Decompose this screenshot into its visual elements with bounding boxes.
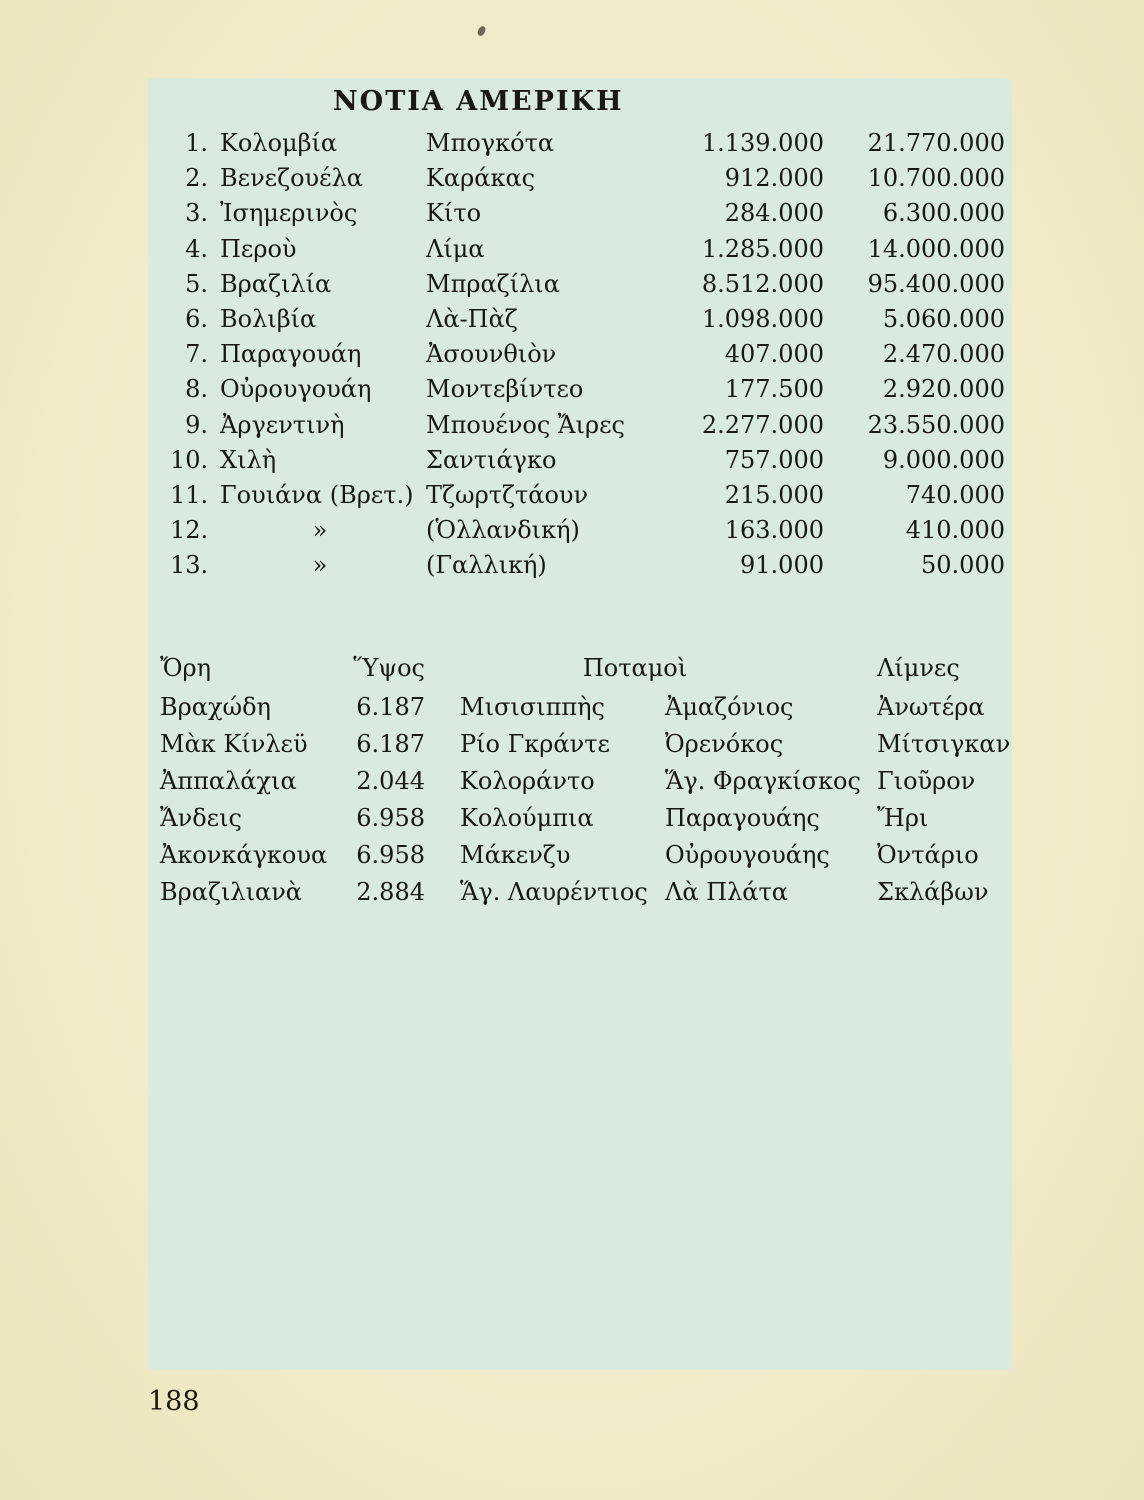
table-row — [160, 874, 1005, 911]
country-name: Κολομβία — [220, 129, 338, 157]
river-name: Ρίο Γκράντε — [460, 730, 610, 758]
lake-name: Ὀντάριο — [877, 841, 979, 869]
capital-population: 1.098.000 — [701, 304, 824, 333]
mountain-name: Βραχώδη — [160, 693, 271, 721]
table-row — [160, 763, 1005, 800]
country-population: 5.060.000 — [882, 304, 1005, 333]
river-name: Ἅγ. Λαυρέντιος — [460, 878, 648, 906]
row-number: 11. — [170, 480, 209, 509]
row-number: 5. — [185, 269, 208, 298]
capital-name: Τζωρτζτάουν — [426, 480, 589, 509]
lake-name: Ἤρι — [877, 804, 929, 832]
capital-name: (Γαλλική) — [426, 551, 547, 580]
capital-population: 1.139.000 — [701, 129, 824, 157]
page-number: 188 — [148, 1386, 200, 1417]
mountain-name: Βραζιλιανὰ — [160, 878, 302, 906]
table-row — [160, 689, 1005, 726]
page-title: ΝΟΤΙΑ ΑΜΕΡΙΚΗ — [333, 86, 624, 117]
capital-population: 912.000 — [724, 164, 824, 193]
country-name: Χιλὴ — [220, 445, 277, 474]
mountain-name: Ἀππαλάχια — [160, 767, 297, 795]
river-name: Ὀρενόκος — [665, 730, 784, 758]
geo-table-header — [160, 650, 1005, 687]
row-number: 10. — [170, 445, 209, 474]
table-row — [170, 548, 1005, 583]
capital-name: Λὰ-Πὰζ — [426, 304, 518, 333]
capital-name: Μοντεβίντεο — [426, 375, 584, 404]
row-number: 3. — [185, 199, 208, 228]
country-population: 2.920.000 — [882, 375, 1005, 404]
mountain-height: 6.187 — [356, 693, 425, 721]
geo-table-rows — [160, 689, 1011, 911]
table-row — [170, 126, 1005, 161]
countries-table — [170, 126, 1005, 583]
geo-table — [160, 650, 1011, 911]
row-number: 8. — [185, 375, 208, 404]
mountain-name: Ἄνδεις — [160, 804, 242, 832]
header-mountains: Ὄρη — [160, 654, 211, 682]
capital-population: 177.500 — [724, 375, 824, 404]
row-number: 1. — [185, 129, 208, 157]
header-height: Ὕψος — [353, 654, 425, 682]
mountain-name: Ἀκονκάγκουα — [160, 841, 328, 869]
table-row — [170, 267, 1005, 302]
country-name: Ἀργεντινὴ — [220, 410, 345, 439]
country-population: 410.000 — [905, 516, 1005, 545]
country-population: 23.550.000 — [867, 410, 1005, 439]
country-name: » — [312, 516, 328, 545]
country-population: 95.400.000 — [867, 269, 1005, 298]
table-row — [170, 513, 1005, 548]
capital-name: Καράκας — [426, 164, 536, 193]
row-number: 12. — [170, 516, 209, 545]
table-row — [170, 196, 1005, 231]
row-number: 9. — [185, 410, 208, 439]
country-name: Περοὺ — [220, 234, 297, 263]
mountain-height: 6.187 — [356, 730, 425, 758]
capital-population: 757.000 — [724, 445, 824, 474]
mountain-height: 6.958 — [356, 841, 425, 869]
river-name: Παραγουάης — [665, 804, 820, 832]
table-row — [170, 337, 1005, 372]
capital-population: 8.512.000 — [701, 269, 824, 298]
capital-population: 2.277.000 — [701, 410, 824, 439]
row-number: 4. — [185, 234, 208, 263]
country-population: 6.300.000 — [882, 199, 1005, 228]
ink-speck — [477, 25, 487, 37]
country-name: Ἰσημερινὸς — [220, 199, 358, 228]
mountain-height: 6.958 — [356, 804, 425, 832]
mountain-height: 2.884 — [356, 878, 425, 906]
header-lakes: Λίμνες — [877, 654, 960, 682]
lake-name: Γιοῦρον — [877, 767, 976, 795]
country-name: Οὐρουγουάη — [220, 375, 372, 404]
country-population: 21.770.000 — [867, 129, 1005, 157]
capital-name: Μπουένος Ἄιρες — [426, 410, 625, 439]
table-row — [160, 837, 1005, 874]
river-name: Κολούμπια — [460, 804, 594, 832]
row-number: 13. — [170, 551, 209, 580]
lake-name: Σκλάβων — [877, 878, 989, 906]
capital-name: Ἀσουνθιὸν — [426, 340, 557, 369]
river-name: Μισισιππὴς — [460, 693, 605, 721]
table-row — [170, 408, 1005, 443]
header-rivers: Ποταμοὶ — [582, 654, 688, 682]
mountain-height: 2.044 — [356, 767, 425, 795]
capital-name: Λίμα — [426, 234, 485, 263]
capital-population: 215.000 — [724, 480, 824, 509]
mountain-name: Μὰκ Κίνλεϋ — [160, 730, 308, 758]
country-population: 10.700.000 — [867, 164, 1005, 193]
country-population: 740.000 — [905, 480, 1005, 509]
capital-name: Μπογκότα — [426, 129, 555, 157]
table-row — [170, 161, 1005, 196]
country-population: 14.000.000 — [867, 234, 1005, 263]
table-row — [160, 726, 1011, 763]
country-name: » — [312, 551, 328, 580]
river-name: Κολοράντο — [460, 767, 595, 795]
capital-population: 407.000 — [724, 340, 824, 369]
table-row — [170, 372, 1005, 407]
table-row — [160, 800, 1005, 837]
capital-population: 1.285.000 — [701, 234, 824, 263]
capital-population: 284.000 — [724, 199, 824, 228]
capital-population: 163.000 — [724, 516, 824, 545]
country-population: 9.000.000 — [882, 445, 1005, 474]
river-name: Ἀμαζόνιος — [665, 693, 794, 721]
capital-name: Μπραζίλια — [426, 269, 560, 298]
table-row — [170, 232, 1005, 267]
capital-name: (Ὁλλανδική) — [426, 516, 580, 545]
country-name: Βενεζουέλα — [220, 164, 363, 193]
river-name: Ἅγ. Φραγκίσκος — [665, 767, 861, 795]
capital-name: Σαντιάγκο — [426, 445, 557, 474]
country-name: Παραγουάη — [220, 340, 362, 369]
lake-name: Ἀνωτέρα — [877, 693, 985, 721]
table-row — [170, 478, 1005, 513]
capital-name: Κίτο — [426, 199, 482, 228]
country-name: Βραζιλία — [220, 269, 332, 298]
river-name: Μάκενζυ — [460, 841, 571, 869]
table-row — [170, 302, 1005, 337]
country-population: 2.470.000 — [882, 340, 1005, 369]
country-name: Γουιάνα (Βρετ.) — [220, 480, 414, 509]
country-name: Βολιβία — [220, 304, 317, 333]
country-population: 50.000 — [921, 551, 1005, 580]
river-name: Οὐρουγουάης — [665, 841, 830, 869]
river-name: Λὰ Πλάτα — [665, 878, 788, 906]
lake-name: Μίτσιγκαν — [877, 730, 1011, 758]
row-number: 7. — [185, 340, 208, 369]
table-row — [170, 443, 1005, 478]
row-number: 2. — [185, 164, 208, 193]
row-number: 6. — [185, 304, 208, 333]
capital-population: 91.000 — [740, 551, 824, 580]
